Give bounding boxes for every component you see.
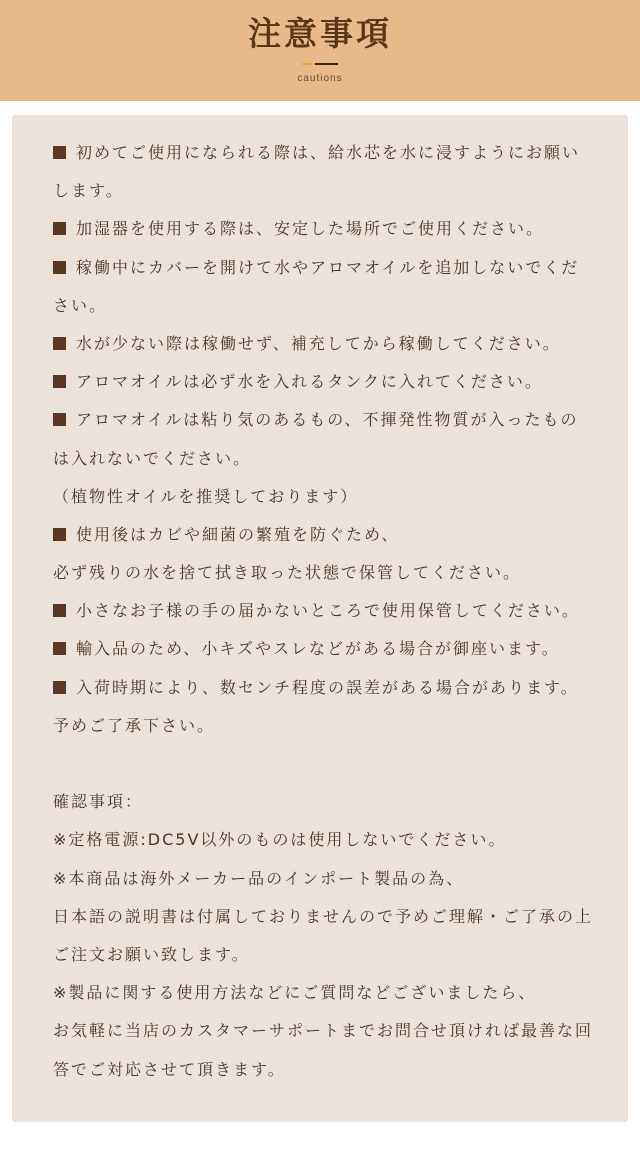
caution-text-line — [53, 860, 609, 898]
square-bullet-icon — [53, 146, 66, 159]
caution-text: 入荷時期により、数センチ程度の誤差がある場合があります。 — [76, 677, 579, 697]
caution-text-line — [53, 1051, 609, 1089]
caution-text: 答でご対応させて頂きます。 — [53, 1059, 286, 1079]
caution-text-line — [53, 554, 609, 592]
caution-text: 確認事項： — [53, 792, 144, 812]
caution-text-line — [53, 974, 609, 1012]
caution-text-line — [53, 898, 609, 936]
square-bullet-icon — [53, 681, 66, 694]
caution-text: ※本商品は海外メーカー品のインポート製品の為、 — [53, 868, 465, 888]
caution-text: 使用後はカビや細菌の繁殖を防ぐため、 — [76, 524, 400, 544]
caution-text: 必ず残りの水を捨て拭き取った状態で保管してください。 — [53, 563, 522, 583]
page-title: 注意事項 — [248, 14, 392, 53]
square-bullet-icon — [53, 337, 66, 350]
caution-text: 初めてご使用になられる際は、給水芯を水に浸すようにお願い — [76, 143, 581, 162]
caution-item — [53, 134, 609, 172]
caution-text: 日本語の説明書は付属しておりませんので予めご理解・ご了承の上 — [53, 906, 594, 926]
caution-text-line — [53, 936, 609, 974]
caution-item — [53, 210, 609, 248]
square-bullet-icon — [53, 222, 66, 235]
caution-item — [53, 516, 609, 554]
caution-text: します。 — [53, 181, 124, 201]
spacer — [53, 745, 609, 783]
caution-text: 輸入品のため、小キズやスレなどがある場合が御座います。 — [76, 639, 560, 659]
square-bullet-icon — [53, 604, 66, 617]
caution-text: 水が少ない際は稼働せず、補充してから稼働してください。 — [76, 333, 561, 353]
caution-text: お気軽に当店のカスタマーサポートまでお問合せ頂ければ最善な回 — [53, 1021, 594, 1041]
caution-item — [53, 630, 609, 668]
caution-text-line — [53, 478, 609, 516]
cautions-list — [53, 134, 609, 1089]
title-underline — [302, 63, 338, 65]
caution-item — [53, 669, 609, 707]
caution-text-line — [53, 783, 609, 821]
caution-text: 稼働中にカバーを開けて水やアロマオイルを追加しないでくだ — [76, 257, 580, 277]
caution-text: （植物性オイルを推奨しております） — [53, 486, 359, 506]
caution-item — [53, 401, 609, 439]
caution-text-line — [53, 287, 609, 325]
cautions-header — [0, 0, 640, 101]
caution-text: 小さなお子様の手の届かないところで使用保管してください。 — [76, 601, 580, 621]
caution-text-line — [53, 172, 609, 210]
caution-text: 加湿器を使用する際は、安定した場所でご使用ください。 — [76, 219, 545, 239]
square-bullet-icon — [53, 528, 66, 541]
caution-text: ※製品に関する使用方法などにご質問などございましたら、 — [53, 983, 537, 1003]
caution-text: さい。 — [53, 295, 108, 315]
square-bullet-icon — [53, 642, 66, 655]
caution-text-line — [53, 440, 609, 478]
caution-text: 予めご了承下さい。 — [53, 715, 216, 735]
caution-text-line — [53, 707, 609, 745]
caution-text-line — [53, 821, 609, 859]
caution-item — [53, 592, 609, 630]
caution-text: は入れないでください。 — [53, 448, 252, 468]
caution-text: ※定格電源:DC5V以外のものは使用しないでください。 — [53, 830, 507, 850]
caution-text: ご注文お願い致します。 — [53, 944, 250, 964]
caution-item — [53, 363, 609, 401]
square-bullet-icon — [53, 261, 66, 274]
title-underline-accent — [302, 63, 315, 65]
caution-item — [53, 325, 609, 363]
square-bullet-icon — [53, 375, 66, 388]
page-subtitle: cautions — [297, 73, 343, 84]
caution-item — [53, 249, 609, 287]
square-bullet-icon — [53, 413, 66, 426]
caution-text: アロマオイルは粘り気のあるもの、不揮発性物質が入ったもの — [76, 410, 579, 430]
caution-text: アロマオイルは必ず水を入れるタンクに入れてください。 — [76, 372, 543, 392]
caution-text-line — [53, 1012, 609, 1050]
